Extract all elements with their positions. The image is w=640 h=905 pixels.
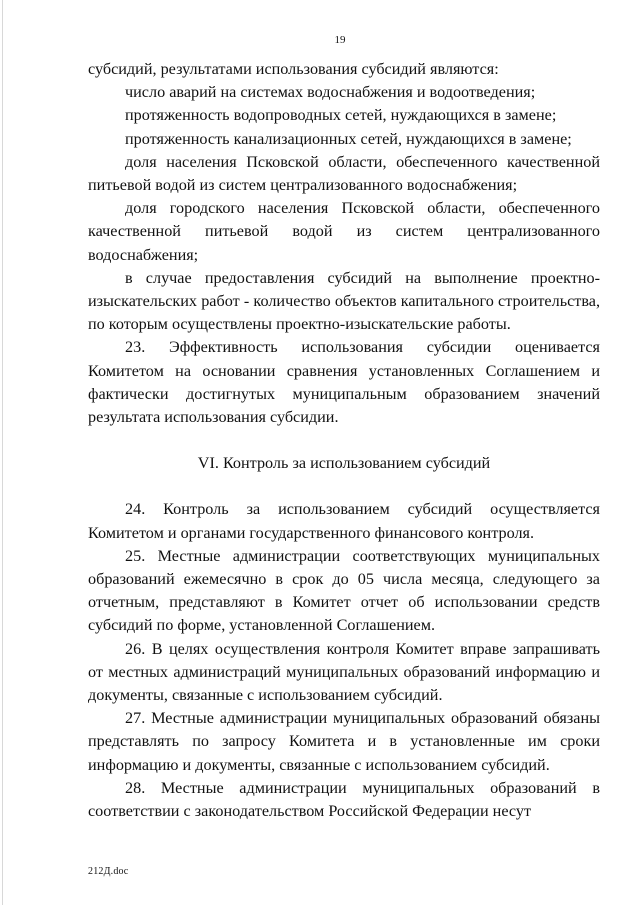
paragraph-26: 26. В целях осуществления контроля Комитет вправе запрашивать от местных администраций муниципальных образований информацию и документы, связанные с использованием субсидий. (88, 639, 600, 705)
list-item-urban-population-share: доля городского населения Псковской области, обеспеченного качественной питьевой водой из систем централизованного водоснабжения; (88, 199, 600, 264)
list-item-accidents: число аварий на системах водоснабжения и водоотведения; (125, 83, 536, 102)
paragraph-24: 24. Контроль за использованием субсидий осуществляется Комитетом и органами государственного финансового контроля. (88, 500, 600, 542)
list-item-design-survey: в случае предоставления субсидий на выполнение проектно-изыскательских работ - количество объектов капитального строительства, по которым осуществлены проектно-изыскательские работы. (88, 268, 600, 334)
paragraph-25: 25. Местные администрации соответствующих муниципальных образований ежемесячно в срок до 05 числа месяца, следующего за отчетным, представляют в Комитет отчет об использовании средств субсидий по форме, установленной Соглашением. (88, 546, 600, 635)
paragraph-27: 27. Местные администрации муниципальных образований обязаны представлять по запросу Комитета и в установленные им сроки информацию и документы, связанные с использованием субсидий. (88, 709, 600, 774)
list-item-water-networks: протяженность водопроводных сетей, нуждающихся в замене; (125, 106, 557, 125)
footer-filename: 212Д.doc (88, 866, 129, 877)
page-edge (2, 0, 3, 905)
paragraph-28: 28. Местные администрации муниципальных образований в соответствии с законодательством Российской Федерации несут (88, 778, 600, 821)
list-item-population-share: доля населения Псковской области, обеспеченного качественной питьевой водой из систем централизованного водоснабжения; (88, 152, 600, 195)
page-number: 19 (334, 34, 346, 46)
paragraph-continuation: субсидий, результатами использования субсидий являются: (88, 60, 499, 78)
document-body (88, 58, 600, 823)
list-item-sewer-networks: протяженность канализационных сетей, нуждающихся в замене; (125, 129, 572, 148)
section-heading: VI. Контроль за использованием субсидий (197, 454, 491, 473)
paragraph-23: 23. Эффективность использования субсидии оценивается Комитетом на основании сравнения установленных Соглашением и фактически достигнутых муниципальным образованием значений результата использования субсидии. (88, 338, 600, 427)
